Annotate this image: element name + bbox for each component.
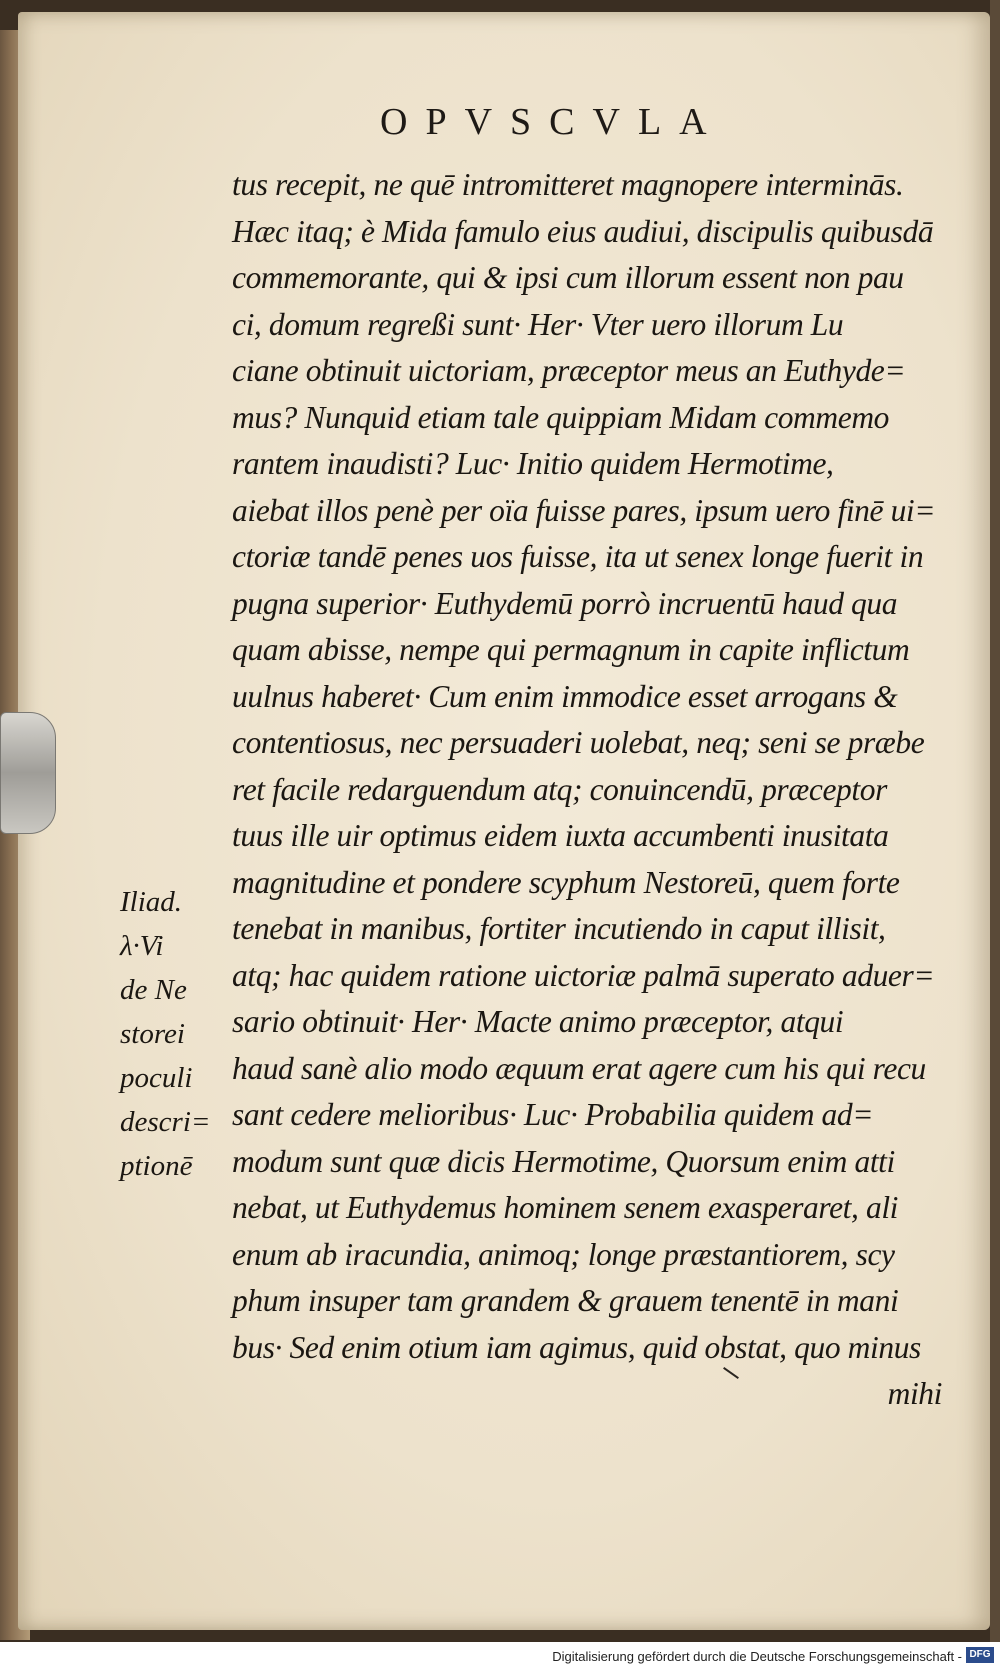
text-line: mus? Nunquid etiam tale quippiam Midam commemo xyxy=(232,399,890,435)
marginal-line: Iliad. xyxy=(120,886,183,918)
body-text xyxy=(232,162,952,1418)
text-line: tuus ille uir optimus eidem iuxta accumbenti inusitata xyxy=(232,818,889,853)
text-line: nebat, ut Euthydemus hominem senem exasperaret, ali xyxy=(232,1190,899,1225)
text-line: haud sanè alio modo æquum erat agere cum his qui recu xyxy=(232,1050,926,1086)
marginal-line: de Ne xyxy=(120,974,187,1006)
text-line: ci, domum regreßi sunt· Her· Vter uero illorum Lu xyxy=(232,306,844,342)
text-line: modum sunt quæ dicis Hermotime, Quorsum enim atti xyxy=(232,1143,895,1179)
text-line: ciane obtinuit uictoriam, præceptor meus an Euthyde= xyxy=(232,353,906,388)
text-line: bus· Sed enim otium iam agimus, quid obstat, quo minus xyxy=(232,1329,921,1365)
text-line: magnitudine et pondere scyphum Nestoreū, quem forte xyxy=(232,864,900,900)
text-line: commemorante, qui & ipsi cum illorum essent non pau xyxy=(232,260,904,295)
dfg-logo: DFG xyxy=(966,1647,994,1663)
page-right-gutter xyxy=(990,0,1000,1642)
marginal-line: descri= xyxy=(120,1106,211,1138)
text-line: phum insuper tam grandem & grauem tenentē in mani xyxy=(232,1283,899,1318)
marginal-line: ptionē xyxy=(120,1150,193,1182)
marginal-note xyxy=(120,880,220,1188)
text-line: ret facile redarguendum atq; conuincendū, præceptor xyxy=(232,771,887,807)
marginal-line: poculi xyxy=(120,1062,193,1094)
running-head: OPVSCVLA xyxy=(380,101,725,143)
text-line: ctoriæ tandē penes uos fuisse, ita ut senex longe fuerit in xyxy=(232,539,924,574)
catchword: mihi xyxy=(887,1376,942,1411)
text-line: uulnus haberet· Cum enim immodice esset arrogans & xyxy=(232,678,898,714)
text-line: quam abisse, nempe qui permagnum in capite inflictum xyxy=(232,632,910,667)
text-line: Hæc itaq; è Mida famulo eius audiui, discipulis quibusdā xyxy=(232,213,934,249)
text-line: sant cedere melioribus· Luc· Probabilia quidem ad= xyxy=(232,1097,874,1132)
page-clip xyxy=(0,712,56,834)
text-line: rantem inaudisti? Luc· Initio quidem Hermotime, xyxy=(232,446,834,481)
text-line: aiebat illos penè per oïa fuisse pares, ipsum uero finē ui= xyxy=(232,492,936,528)
marginal-line: λ·Vi xyxy=(120,930,164,962)
footer-credit: Digitalisierung gefördert durch die Deutsche Forschungsgemeinschaft - xyxy=(552,1649,962,1664)
marginal-line: storei xyxy=(120,1018,185,1050)
footer-bar xyxy=(0,1642,1000,1670)
text-line: pugna superior· Euthydemū porrò incruentū haud qua xyxy=(232,585,898,621)
text-line: enum ab iracundia, animoq; longe præstantiorem, scy xyxy=(232,1236,895,1272)
text-line: tus recepit, ne quē intromitteret magnopere interminās. xyxy=(232,167,904,202)
text-line: contentiosus, nec persuaderi uolebat, neq; seni se præbe xyxy=(232,725,925,760)
text-line: sario obtinuit· Her· Macte animo præceptor, atqui xyxy=(232,1004,844,1039)
text-line: tenebat in manibus, fortiter incutiendo in caput illisit, xyxy=(232,911,886,946)
text-line: atq; hac quidem ratione uictoriæ palmā superato aduer= xyxy=(232,957,935,993)
